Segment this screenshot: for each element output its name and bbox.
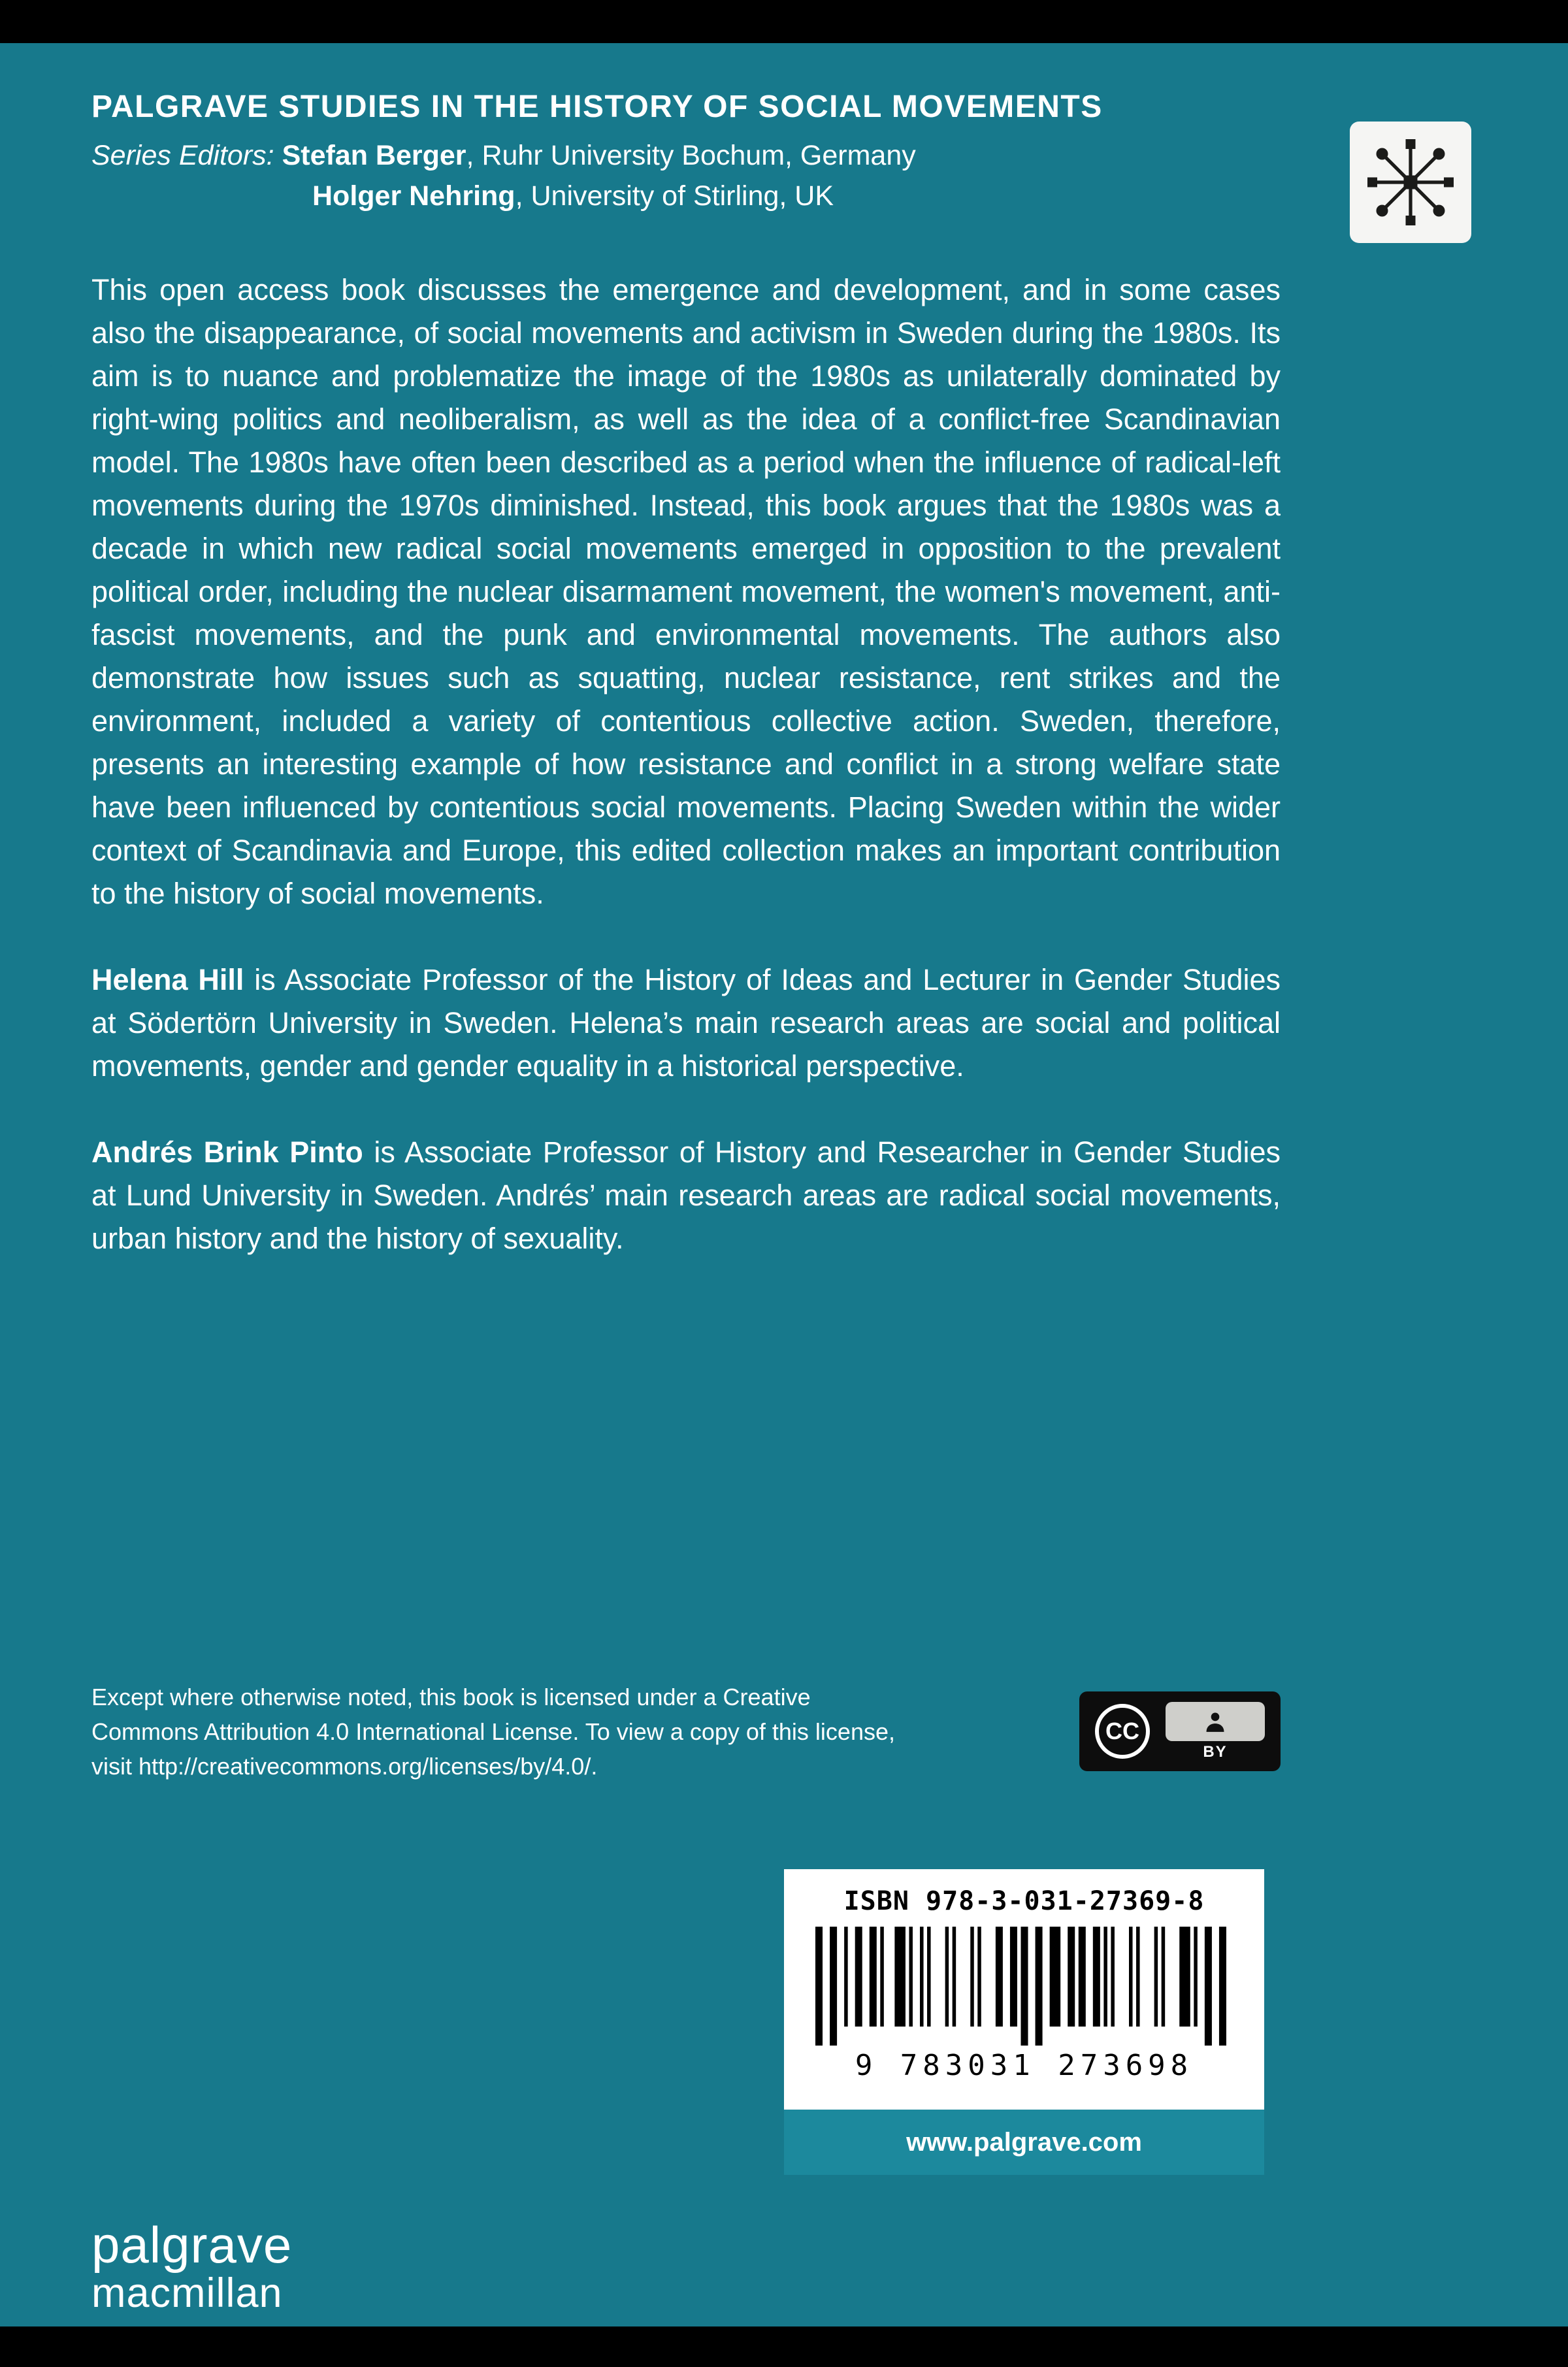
publisher-logo-macmillan: macmillan xyxy=(91,2270,283,2316)
series-editors-label: Series Editors: xyxy=(91,140,274,171)
license-text: Except where otherwise noted, this book is licensed under a Creative Commons Attribution 4.0 International License. To view a copy of this license, visit http://creativecommons.org/licenses/by/4.0/. xyxy=(91,1684,895,1780)
series-title: PALGRAVE STUDIES IN THE HISTORY OF SOCIAL MOVEMENTS xyxy=(91,90,1103,124)
cc-by-label: BY xyxy=(1203,1742,1228,1761)
isbn-label: ISBN 978-3-031-27369-8 xyxy=(843,1886,1205,1916)
publisher-logo-palgrave: palgrave xyxy=(91,2216,293,2274)
author-bio xyxy=(91,958,1281,1088)
publisher-website: www.palgrave.com xyxy=(906,2127,1142,2157)
cover-content xyxy=(0,43,1568,1260)
cc-logo-icon xyxy=(1095,1704,1150,1759)
cc-label: CC xyxy=(1105,1718,1139,1744)
barcode-block xyxy=(784,1869,1264,2175)
cc-by-group xyxy=(1166,1702,1265,1761)
series-editors-line-2 xyxy=(91,176,1281,216)
editor-affiliation: , Ruhr University Bochum, Germany xyxy=(466,140,916,171)
series-editors-line-1 xyxy=(91,135,1281,176)
barcode-digits: 9 783031 273698 xyxy=(855,2049,1194,2082)
isbn-box xyxy=(784,1869,1264,2110)
editor-name: Stefan Berger xyxy=(282,140,466,171)
series-logo xyxy=(1350,122,1471,243)
barcode-icon xyxy=(815,1927,1233,2046)
author-bio-text: is Associate Professor of History and Researcher in Gender Studies at Lund University in Sweden. Andrés’ main research areas are radical social movements, urban history and the history of sexuality. xyxy=(91,1135,1281,1255)
letterbox-bottom xyxy=(0,2326,1568,2367)
book-back-cover xyxy=(0,43,1568,2326)
cc-person-icon xyxy=(1166,1702,1265,1741)
license-section xyxy=(91,1680,1281,1784)
editor-name: Holger Nehring xyxy=(312,180,515,212)
network-star-icon xyxy=(1362,133,1460,231)
author-bio-text: is Associate Professor of the History of Ideas and Lecturer in Gender Studies at Södertörn University in Sweden. Helena’s main research areas are social and political movements, gender and gender equality in a historical perspective. xyxy=(91,963,1281,1083)
letterbox-top xyxy=(0,0,1568,43)
editor-affiliation: , University of Stirling, UK xyxy=(515,180,834,212)
author-name: Helena Hill xyxy=(91,963,244,996)
author-bio xyxy=(91,1131,1281,1260)
book-description: This open access book discusses the emergence and development, and in some cases also the disappearance, of social movements and activism in Sweden during the 1980s. Its aim is to nuance and problematize the image of the 1980s as unilaterally dominated by right-wing politics and neoliberalism, as well as the idea of a conflict-free Scandinavian model. The 1980s have often been described as a period when the influence of radical-left movements during the 1970s diminished. Instead, this book argues that the 1980s was a decade in which new radical social movements emerged in opposition to the prevalent political order, including the nuclear disarmament movement, the women's movement, anti-fascist movements, and the punk and environmental movements. The authors also demonstrate how issues such as squatting, nuclear resistance, rent strikes and the environment, included a variety of contentious collective action. Sweden, therefore, presents an interesting example of how resistance and conflict in a strong welfare state have been influenced by contentious social movements. Placing Sweden within the wider context of Scandinavia and Europe, this edited collection makes an important contribution to the history of social movements. xyxy=(91,273,1281,910)
author-name: Andrés Brink Pinto xyxy=(91,1135,363,1169)
publisher-logo xyxy=(91,2218,292,2315)
publisher-website-band xyxy=(784,2110,1264,2175)
cc-by-badge xyxy=(1079,1691,1281,1771)
